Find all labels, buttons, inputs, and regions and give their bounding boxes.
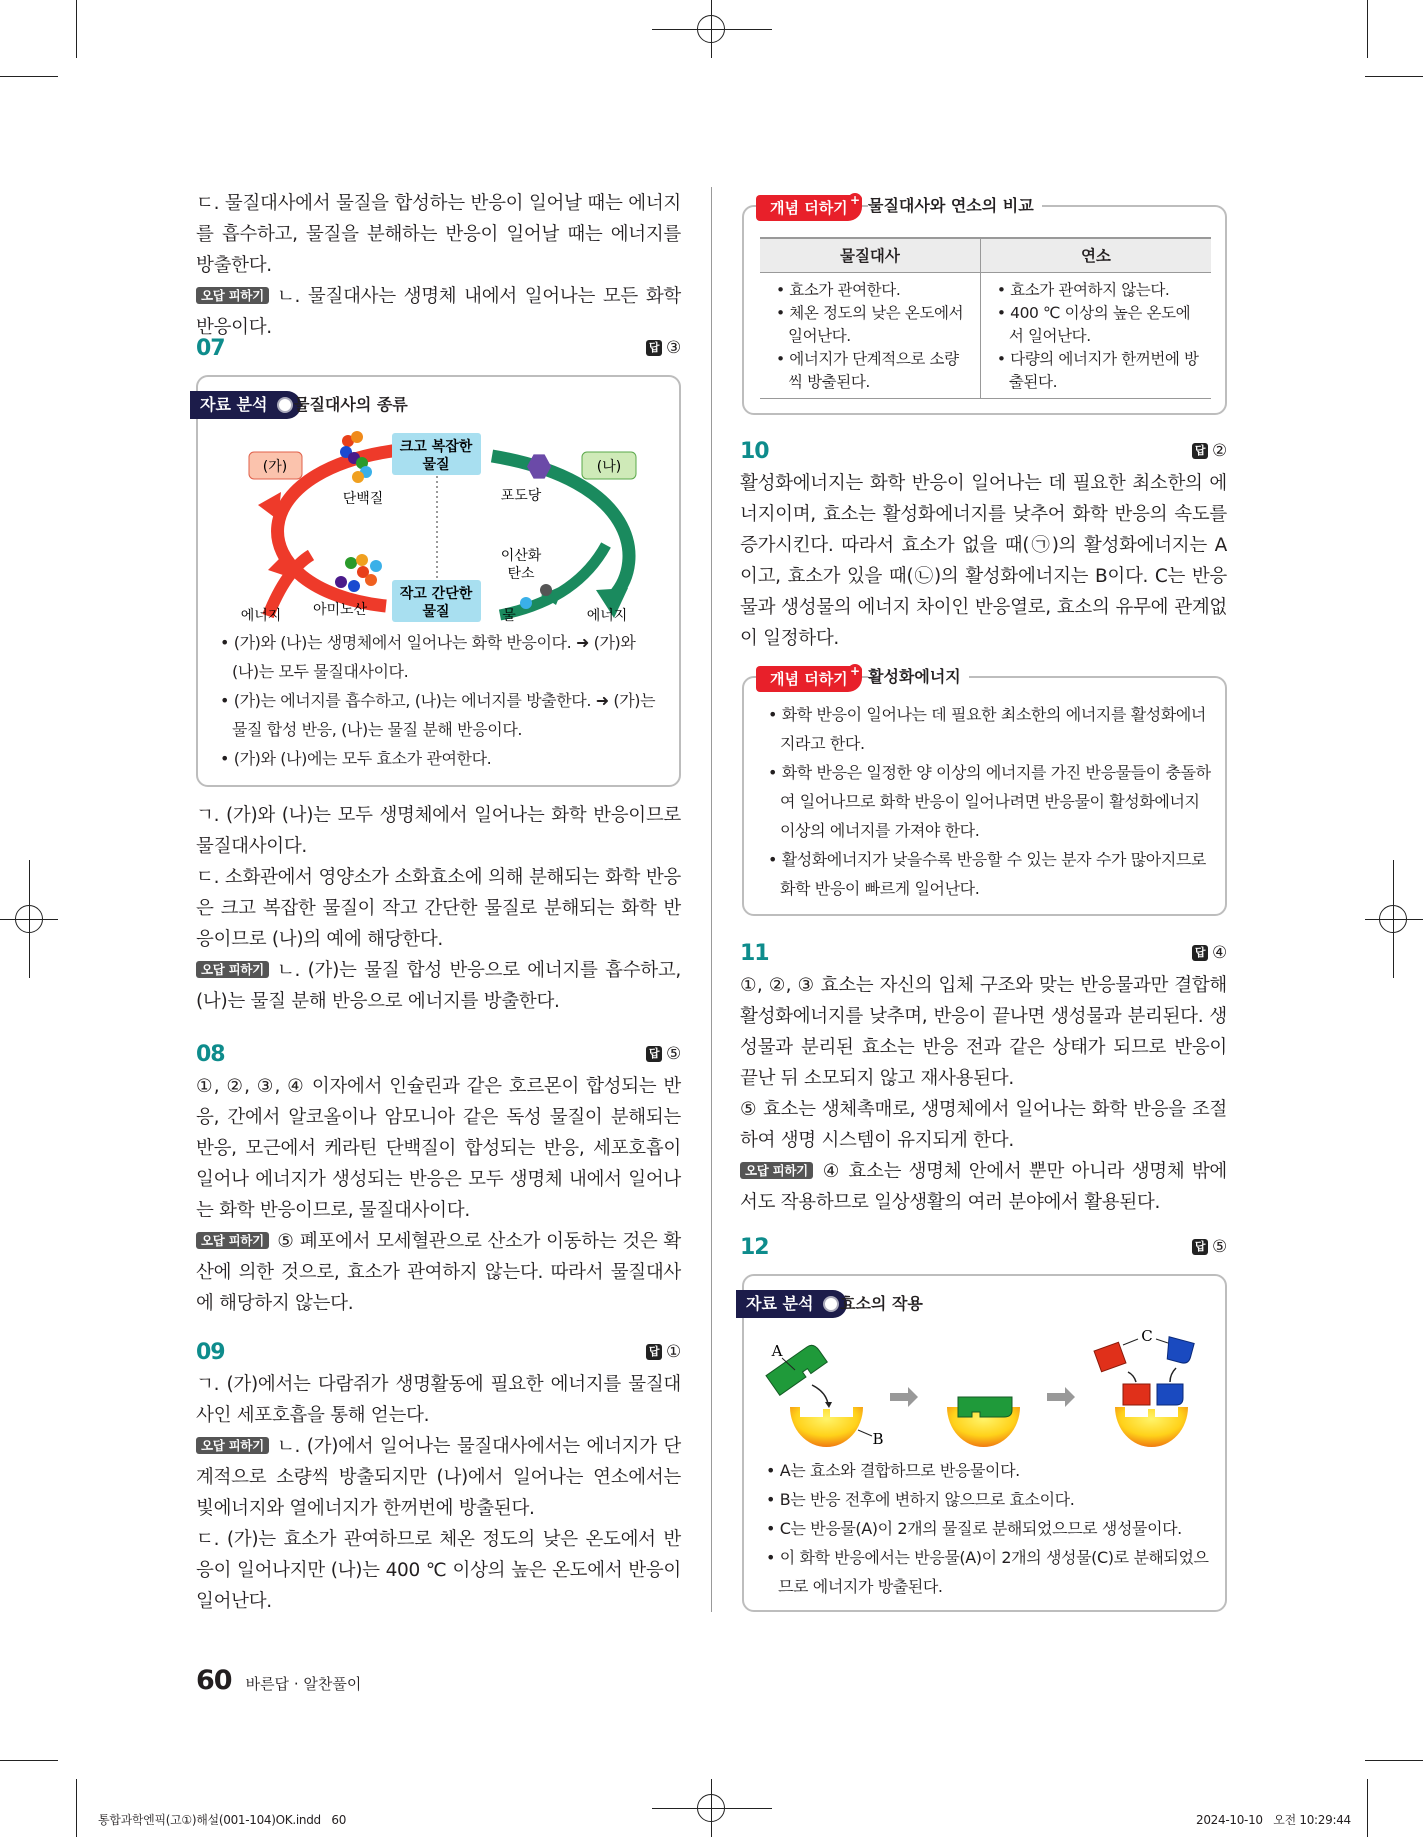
answer-value: ③ bbox=[666, 337, 681, 358]
answer-icon: 답 bbox=[646, 1046, 662, 1062]
svg-text:탄소: 탄소 bbox=[507, 566, 535, 582]
table-cell: • 효소가 관여한다. • 체온 정도의 낮은 온도에서 일어난다. • 에너지가 단계적으로 소량씩 방출된다. bbox=[760, 272, 980, 398]
box-title: 물질대사와 연소의 비교 bbox=[868, 192, 1042, 220]
question-11 bbox=[740, 936, 1227, 1218]
svg-text:(가): (가) bbox=[262, 459, 288, 475]
paragraph: 오답 피하기 ⑤ 폐포에서 모세혈관으로 산소가 이동하는 것은 확산에 의한 것으로, 효소가 관여하지 않는다. 따라서 물질대사에 해당하지 않는다. bbox=[196, 1231, 681, 1314]
process-arrow-icon bbox=[890, 1387, 918, 1407]
process-arrow-icon bbox=[1047, 1387, 1075, 1407]
svg-text:C: C bbox=[1141, 1327, 1153, 1345]
box-title: 활성화에너지 bbox=[868, 663, 969, 691]
arrowhead bbox=[258, 492, 281, 520]
paragraph: 오답 피하기 ④ 효소는 생명체 안에서 뿐만 아니라 생명체 밖에서도 작용하므로 일상생활의 여러 분야에서 활용된다. bbox=[740, 1161, 1227, 1213]
crop-mark bbox=[76, 0, 77, 58]
section-name: 바른답 · 알찬풀이 bbox=[245, 1675, 362, 1693]
answer-icon: 답 bbox=[646, 340, 662, 356]
crop-mark bbox=[0, 76, 58, 77]
svg-text:단백질: 단백질 bbox=[342, 491, 384, 507]
svg-text:포도당: 포도당 bbox=[500, 488, 542, 504]
registration-mark bbox=[1379, 905, 1407, 933]
registration-mark bbox=[697, 1794, 725, 1822]
answer-icon: 답 bbox=[1192, 945, 1208, 961]
question-10 bbox=[740, 434, 1227, 654]
answer-value: ② bbox=[1212, 440, 1227, 461]
paragraph: ㄷ. 소화관에서 영양소가 소화효소에 의해 분해되는 화학 반응은 크고 복잡한 물질이 작고 간단한 물질로 분해되는 화학 반응이므로 (나)의 예에 해당한다. bbox=[196, 867, 681, 950]
answer-value: ⑤ bbox=[1212, 1236, 1227, 1257]
bullet-item: • (가)와 (나)에는 모두 효소가 관여한다. bbox=[216, 744, 666, 773]
svg-text:에너지: 에너지 bbox=[586, 608, 628, 624]
table-cell: • 효소가 관여하지 않는다. • 400 ℃ 이상의 높은 온도에서 일어난다. • 다량의 에너지가 한꺼번에 방출된다. bbox=[980, 272, 1211, 398]
svg-text:B: B bbox=[872, 1430, 884, 1448]
plus-icon: + bbox=[849, 193, 861, 207]
metabolism-diagram bbox=[196, 420, 681, 640]
answer-value: ⑤ bbox=[666, 1043, 681, 1064]
crop-mark bbox=[76, 1779, 77, 1837]
paragraph: 오답 피하기 ㄴ. (가)는 물질 합성 반응으로 에너지를 흡수하고, (나)는 물질 분해 반응으로 에너지를 방출한다. bbox=[196, 960, 681, 1012]
column-divider bbox=[711, 187, 712, 1612]
svg-text:물: 물 bbox=[502, 608, 516, 624]
paragraph: ⑤ 효소는 생체촉매로, 생명체에서 일어나는 화학 반응을 조절하여 생명 시스템이 유지되게 한다. bbox=[740, 1099, 1227, 1151]
svg-text:물질: 물질 bbox=[422, 604, 450, 620]
svg-text:아미노산: 아미노산 bbox=[312, 602, 368, 618]
comparison-table bbox=[760, 237, 1211, 399]
bullet-item: • 활성화에너지가 낮을수록 반응할 수 있는 분자 수가 많아지므로 화학 반응이 빠르게 일어난다. bbox=[764, 845, 1214, 903]
question-number: 10 bbox=[740, 438, 769, 464]
bullet-item: • A는 효소와 결합하므로 반응물이다. bbox=[762, 1456, 1212, 1485]
paragraph: ㄷ. (가)는 효소가 관여하므로 체온 정도의 낮은 온도에서 반응이 일어나지만 (나)는 400 ℃ 이상의 높은 온도에서 반응이 일어난다. bbox=[196, 1529, 681, 1612]
question-number: 12 bbox=[740, 1234, 769, 1260]
registration-mark bbox=[15, 905, 43, 933]
answer-icon: 답 bbox=[1192, 1239, 1208, 1255]
enzyme-action-diagram bbox=[740, 1320, 1227, 1455]
question-number: 07 bbox=[196, 335, 225, 361]
crop-mark bbox=[1365, 1760, 1423, 1761]
svg-text:A: A bbox=[771, 1342, 783, 1360]
enzyme-b-2 bbox=[1115, 1407, 1188, 1447]
box-title: 효소의 작용 bbox=[840, 1294, 923, 1313]
data-analysis-tag: 자료 분석 bbox=[736, 1290, 847, 1318]
question-07-explanation bbox=[196, 800, 681, 1017]
paragraph: ㄱ. (가)와 (나)는 모두 생명체에서 일어나는 화학 반응이므로 물질대사이다. bbox=[196, 805, 681, 857]
concept-box-activation-energy bbox=[742, 664, 1227, 916]
bullet-item: • B는 반응 전후에 변하지 않으므로 효소이다. bbox=[762, 1485, 1212, 1514]
paragraph-text: ㄴ. 물질대사는 생명체 내에서 일어나는 모든 화학 반응이다. bbox=[196, 286, 681, 338]
plus-icon: + bbox=[849, 664, 861, 678]
avoid-wrong-badge: 오답 피하기 bbox=[196, 1232, 269, 1249]
paragraph: ①, ②, ③, ④ 이자에서 인슐린과 같은 호르몬이 합성되는 반응, 간에서 알코올이나 암모니아 같은 독성 물질이 분해되는 반응, 모근에서 케라틴 단백질이 합성되는 반응, 세포호흡이 일어나 에너지가 생성되는 반응은 모두 생명체 내에서 일어나는 화학 반응이므로, 물질대사이다. bbox=[196, 1076, 681, 1221]
crop-mark bbox=[1367, 1779, 1368, 1837]
concept-tag: 개념 더하기 bbox=[756, 195, 862, 221]
question-number: 11 bbox=[740, 940, 769, 966]
paragraph: ㄱ. (가)에서는 다람쥐가 생명활동에 필요한 에너지를 물질대사인 세포호흡을 통해 얻는다. bbox=[196, 1374, 681, 1426]
answer bbox=[1192, 436, 1227, 467]
answer-icon: 답 bbox=[1192, 443, 1208, 459]
box-07-bullets bbox=[216, 628, 666, 773]
question-12-header bbox=[740, 1230, 1227, 1264]
box-title: 물질대사의 종류 bbox=[294, 395, 408, 414]
question-08 bbox=[196, 1037, 681, 1319]
answer-value: ④ bbox=[1212, 942, 1227, 963]
concept-tag: 개념 더하기 bbox=[756, 666, 862, 692]
question-09 bbox=[196, 1335, 681, 1617]
concept-box-comparison bbox=[742, 193, 1227, 415]
product-blue-released bbox=[1163, 1337, 1194, 1365]
print-timestamp: 2024-10-10 오전 10:29:44 bbox=[1196, 1813, 1351, 1827]
table-header: 물질대사 bbox=[760, 238, 980, 272]
co2-molecule-icon bbox=[540, 584, 552, 596]
svg-text:(나): (나) bbox=[596, 459, 622, 475]
paragraph: ㄷ. 물질대사에서 물질을 합성하는 반응이 일어날 때는 에너지를 흡수하고, 물질을 분해하는 반응이 일어날 때는 에너지를 방출한다. bbox=[196, 193, 681, 276]
question-number: 09 bbox=[196, 1339, 225, 1365]
binding-arrow bbox=[812, 1385, 828, 1404]
registration-mark bbox=[697, 15, 725, 43]
page-footer bbox=[196, 1665, 361, 1696]
bullet-item: • C는 반응물(A)이 2개의 물질로 분해되었으므로 생성물이다. bbox=[762, 1514, 1212, 1543]
answer bbox=[646, 333, 681, 364]
svg-text:크고 복잡한: 크고 복잡한 bbox=[399, 439, 473, 455]
answer bbox=[1192, 938, 1227, 969]
bullet-item: • (가)는 에너지를 흡수하고, (나)는 에너지를 방출한다. ➜ (가)는 물질 합성 반응, (나)는 물질 분해 반응이다. bbox=[216, 686, 666, 744]
enzyme-b-1 bbox=[790, 1407, 863, 1447]
amino-acid-molecules-icon bbox=[335, 554, 382, 592]
file-info: 통합과학엔픽(고①)해설(001-104)OK.indd 60 bbox=[98, 1813, 347, 1827]
intro-section bbox=[196, 188, 681, 343]
bullet-item: • 화학 반응이 일어나는 데 필요한 최소한의 에너지를 활성화에너지라고 한다. bbox=[764, 700, 1214, 758]
magnifier-icon bbox=[823, 1296, 839, 1312]
enzyme-substrate-complex bbox=[947, 1397, 1020, 1447]
paragraph: 오답 피하기 ㄴ. (가)에서 일어나는 물질대사에서는 에너지가 단계적으로 소량씩 방출되지만 (나)에서 일어나는 연소에서는 빛에너지와 열에너지가 한꺼번에 방출된다. bbox=[196, 1436, 681, 1519]
question-number: 08 bbox=[196, 1041, 225, 1067]
avoid-wrong-badge: 오답 피하기 bbox=[740, 1162, 813, 1179]
avoid-wrong-badge: 오답 피하기 bbox=[196, 961, 269, 978]
crop-mark bbox=[0, 1760, 58, 1761]
bullet-item: • 이 화학 반응에서는 반응물(A)이 2개의 생성물(C)로 분해되었으므로 에너지가 방출된다. bbox=[762, 1543, 1212, 1601]
product-red-released bbox=[1094, 1342, 1126, 1372]
product-red bbox=[1123, 1384, 1150, 1405]
question-07-header bbox=[196, 331, 681, 365]
data-analysis-tag: 자료 분석 bbox=[190, 391, 301, 419]
answer-icon: 답 bbox=[646, 1344, 662, 1360]
svg-text:물질: 물질 bbox=[422, 457, 450, 473]
answer bbox=[646, 1039, 681, 1070]
svg-text:작고 간단한: 작고 간단한 bbox=[399, 586, 473, 602]
crop-mark bbox=[1367, 0, 1368, 58]
avoid-wrong-badge: 오답 피하기 bbox=[196, 287, 269, 304]
bullet-item: • (가)와 (나)는 생명체에서 일어나는 화학 반응이다. ➜ (가)와 (나)는 모두 물질대사이다. bbox=[216, 628, 666, 686]
product-blue bbox=[1157, 1384, 1183, 1405]
answer bbox=[1192, 1232, 1227, 1263]
crop-mark bbox=[1365, 76, 1423, 77]
svg-text:에너지: 에너지 bbox=[240, 608, 282, 624]
answer-value: ① bbox=[666, 1341, 681, 1362]
water-molecule-icon bbox=[520, 597, 532, 609]
table-header: 연소 bbox=[980, 238, 1211, 272]
paragraph: 활성화에너지는 화학 반응이 일어나는 데 필요한 최소한의 에너지이며, 효소는 활성화에너지를 낮추어 화학 반응의 속도를 증가시킨다. 따라서 효소가 없을 때(㉠)의 활성화에너지는 A이고, 효소가 있을 때(㉡)의 활성화에너지는 B이다. C는 반응물과 생성물의 에너지 차이인 반응열로, 효소의 유무에 관계없이 일정하다. bbox=[740, 473, 1227, 649]
answer bbox=[646, 1337, 681, 1368]
svg-text:이산화: 이산화 bbox=[500, 548, 542, 564]
avoid-wrong-badge: 오답 피하기 bbox=[196, 1437, 269, 1454]
page-number: 60 bbox=[196, 1665, 232, 1696]
paragraph: ①, ②, ③ 효소는 자신의 입체 구조와 맞는 반응물과만 결합해 활성화에너지를 낮추며, 반응이 끝나면 생성물과 분리된다. 생성물과 분리된 효소는 반응 전과 같은 상태가 되므로 반응이 끝난 뒤 소모되지 않고 재사용된다. bbox=[740, 975, 1227, 1089]
bullet-item: • 화학 반응은 일정한 양 이상의 에너지를 가진 반응물들이 충돌하여 일어나므로 화학 반응이 일어나려면 반응물이 활성화에너지 이상의 에너지를 가져야 한다. bbox=[764, 758, 1214, 845]
magnifier-icon bbox=[277, 397, 293, 413]
